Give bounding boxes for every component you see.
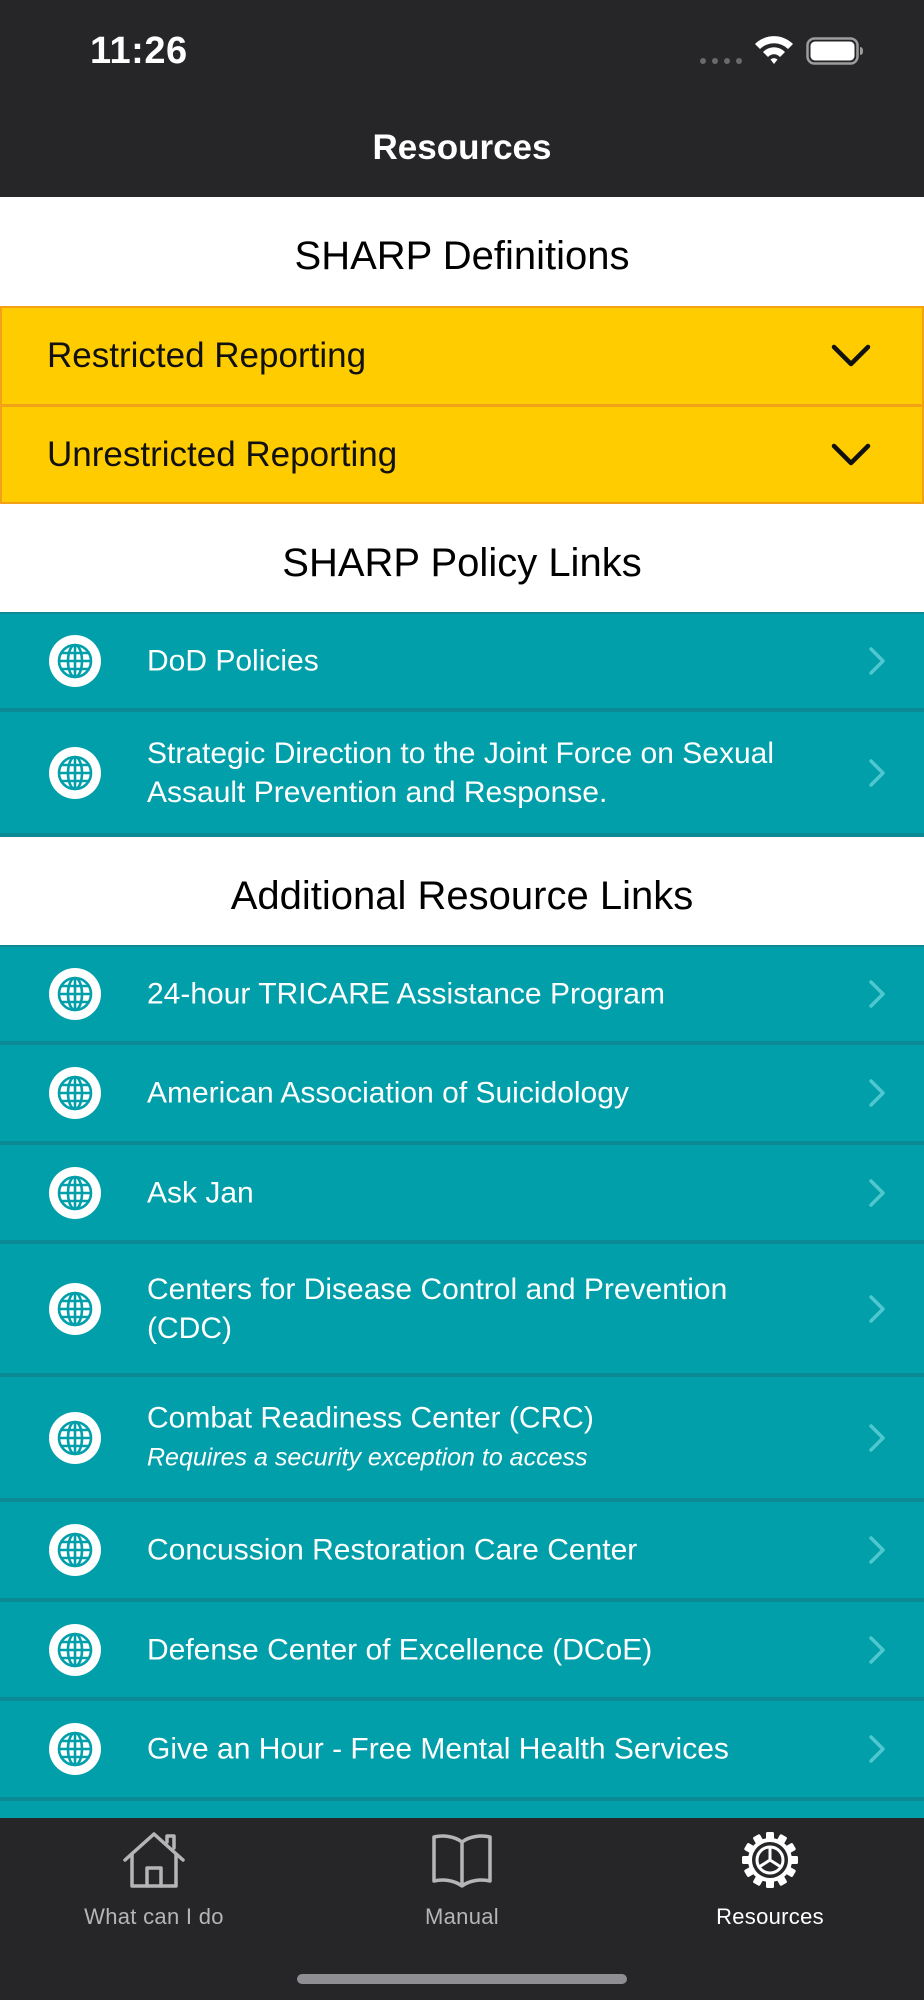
link-label: Give an Hour - Free Mental Health Services: [147, 1732, 729, 1766]
tab-label: Manual: [425, 1904, 499, 1929]
navigation-bar: [0, 104, 924, 197]
chevron-right-icon: [868, 1535, 886, 1565]
wifi-icon: [753, 32, 795, 66]
cellular-signal-icon: [700, 58, 742, 66]
section-header-policy-links: SHARP Policy Links: [282, 541, 642, 585]
section-header-additional-links: Additional Resource Links: [230, 874, 694, 918]
link-label: Concussion Restoration Care Center: [147, 1533, 638, 1567]
chevron-right-icon: [868, 1078, 886, 1108]
globe-icon: [48, 1066, 102, 1120]
link-dod-policies[interactable]: [0, 612, 924, 712]
chevron-right-icon: [868, 1178, 886, 1208]
globe-icon: [48, 1722, 102, 1776]
link-label: Ask Jan: [147, 1176, 254, 1209]
chevron-right-icon: [868, 646, 886, 676]
link-cdc[interactable]: [0, 1244, 924, 1377]
link-text-block: [147, 1398, 814, 1477]
link-subtitle: Requires a security exception to access: [147, 1443, 588, 1471]
link-label: Centers for Disease Control and Prevention (CDC): [147, 1272, 728, 1345]
accordion-label: Restricted Reporting: [47, 336, 367, 375]
link-tricare-assistance[interactable]: [0, 945, 924, 1045]
gear-icon: [737, 1830, 803, 1890]
chevron-down-icon: [830, 442, 872, 468]
globe-icon: [48, 746, 102, 800]
link-label: Combat Readiness Center (CRC): [147, 1401, 594, 1434]
chevron-right-icon: [868, 979, 886, 1009]
accordion-restricted-reporting[interactable]: [0, 306, 924, 406]
globe-icon: [48, 1523, 102, 1577]
page-title: Resources: [372, 128, 552, 167]
globe-icon: [48, 1411, 102, 1465]
tab-resources[interactable]: [660, 1818, 880, 1938]
tab-label: What can I do: [84, 1904, 224, 1929]
globe-icon: [48, 1166, 102, 1220]
section-header-definitions: SHARP Definitions: [294, 234, 630, 278]
accordion-label: Unrestricted Reporting: [47, 434, 398, 474]
link-label: Strategic Direction to the Joint Force on Sexual Assault Prevention and Response.: [147, 736, 774, 809]
link-strategic-direction[interactable]: [0, 712, 924, 837]
chevron-right-icon: [868, 1423, 886, 1453]
link-suicidology[interactable]: [0, 1045, 924, 1145]
globe-icon: [48, 1282, 102, 1336]
tab-manual[interactable]: [352, 1818, 572, 1938]
globe-icon: [48, 634, 102, 688]
link-label: American Association of Suicidology: [147, 1076, 629, 1110]
link-ask-jan[interactable]: [0, 1145, 924, 1244]
chevron-down-icon: [830, 343, 872, 369]
link-label: Defense Center of Excellence (DCoE): [147, 1633, 653, 1666]
chevron-right-icon: [868, 1734, 886, 1764]
battery-icon: [806, 37, 864, 65]
link-label: DoD Policies: [147, 644, 319, 678]
link-combat-readiness-center[interactable]: [0, 1377, 924, 1502]
link-give-an-hour[interactable]: [0, 1701, 924, 1801]
status-time: 11:26: [90, 30, 188, 72]
home-indicator: [297, 1974, 627, 1984]
status-bar: [0, 0, 924, 104]
link-concussion-restoration[interactable]: [0, 1502, 924, 1602]
book-icon: [429, 1830, 495, 1890]
chevron-right-icon: [868, 1635, 886, 1665]
home-icon: [121, 1830, 187, 1890]
link-label: 24-hour TRICARE Assistance Program: [147, 977, 665, 1011]
chevron-right-icon: [868, 758, 886, 788]
tab-label: Resources: [716, 1904, 824, 1929]
link-dcoe[interactable]: [0, 1602, 924, 1701]
tab-what-can-i-do[interactable]: [44, 1818, 264, 1938]
accordion-unrestricted-reporting[interactable]: [0, 405, 924, 504]
globe-icon: [48, 967, 102, 1021]
globe-icon: [48, 1623, 102, 1677]
tab-bar: [0, 1818, 924, 2000]
chevron-right-icon: [868, 1294, 886, 1324]
